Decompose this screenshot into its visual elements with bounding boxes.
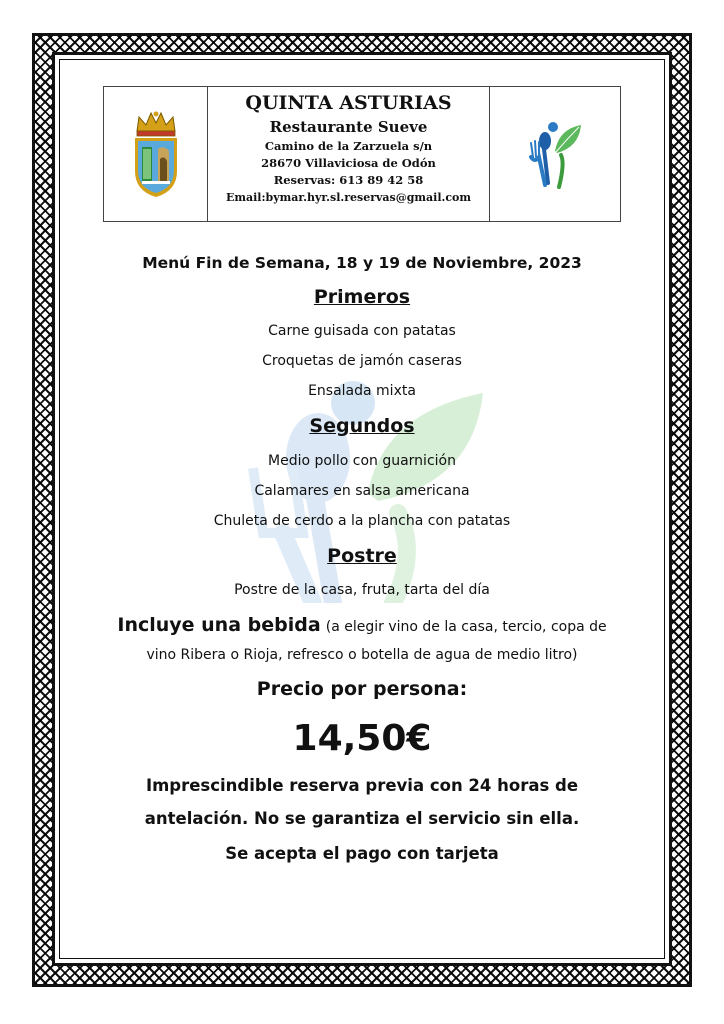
menu-page bbox=[58, 58, 666, 960]
menu-heading: Menú Fin de Semana, 18 y 19 de Noviembre, 2023 bbox=[142, 254, 582, 272]
price-value: 14,50€ bbox=[292, 718, 432, 759]
section-title-postre: Postre bbox=[327, 545, 397, 567]
header-left-cell bbox=[104, 87, 208, 221]
email[interactable]: Email:bymar.hyr.sl.reservas@gmail.com bbox=[225, 191, 472, 204]
reservation-note-2: antelación. No se garantiza el servicio sin ella. bbox=[144, 809, 580, 828]
menu-item: Croquetas de jamón caseras bbox=[262, 353, 462, 369]
header-table bbox=[103, 86, 621, 222]
menu-item: Postre de la casa, fruta, tarta del día bbox=[234, 582, 490, 598]
phone: Reservas: 613 89 42 58 bbox=[273, 173, 424, 187]
menu-item: Calamares en salsa americana bbox=[254, 483, 470, 499]
header-info-cell bbox=[208, 87, 490, 221]
section-title-primeros: Primeros bbox=[313, 286, 411, 308]
cutlery-leaf-icon bbox=[525, 117, 585, 191]
address: Camino de la Zarzuela s/n bbox=[264, 139, 433, 153]
drink-line-2: vino Ribera o Rioja, refresco o botella de agua de medio litro) bbox=[146, 647, 578, 663]
section-title-segundos: Segundos bbox=[309, 415, 415, 437]
coat-of-arms-icon bbox=[131, 109, 181, 199]
drink-options: (a elegir vino de la casa, tercio, copa de bbox=[325, 619, 607, 635]
menu-item: Ensalada mixta bbox=[308, 383, 416, 399]
menu-item: Chuleta de cerdo a la plancha con patatas bbox=[213, 513, 511, 529]
price-label: Precio por persona: bbox=[256, 678, 468, 700]
payment-note: Se acepta el pago con tarjeta bbox=[225, 844, 499, 863]
restaurant-name: QUINTA ASTURIAS bbox=[245, 92, 452, 114]
header-right-cell bbox=[490, 87, 620, 221]
restaurant-subname: Restaurante Sueve bbox=[269, 118, 428, 136]
city: 28670 Villaviciosa de Odón bbox=[261, 156, 436, 170]
drink-included: Incluye una bebida bbox=[117, 614, 321, 636]
menu-item: Medio pollo con guarnición bbox=[268, 453, 456, 469]
drink-line-1 bbox=[58, 614, 666, 636]
menu-item: Carne guisada con patatas bbox=[268, 323, 456, 339]
reservation-note-1: Imprescindible reserva previa con 24 horas de bbox=[145, 776, 579, 795]
